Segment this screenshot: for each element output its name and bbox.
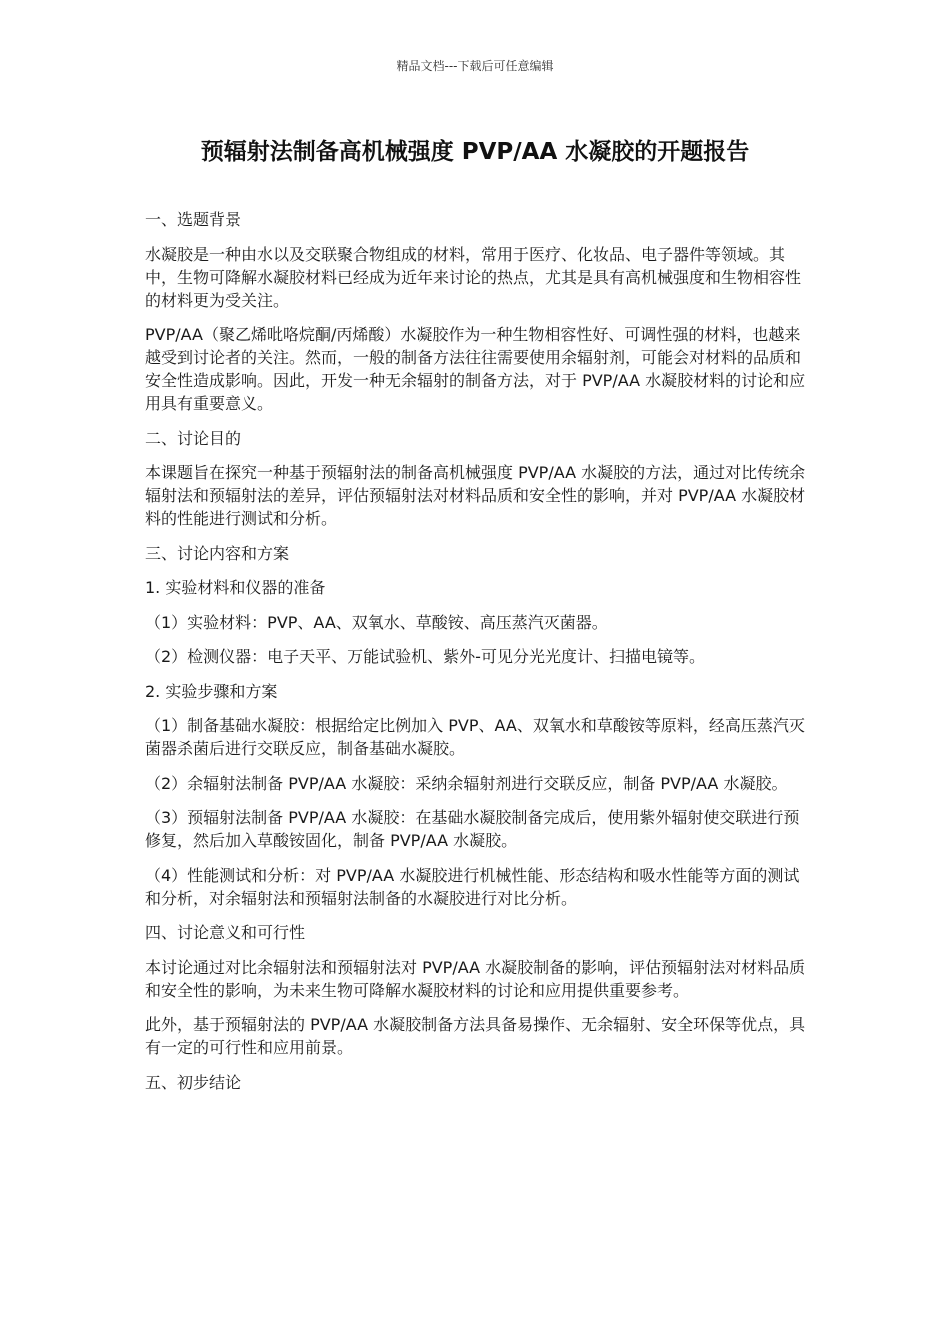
body-paragraph: PVP/AA（聚乙烯吡咯烷酮/丙烯酸）水凝胶作为一种生物相容性好、可调性强的材料，也越来越受到讨论者的关注。然而，一般的制备方法往往需要使用余辐射剂，可能会对材料的品质和安全性造成影响。因此，开发一种无余辐射的制备方法，对于 PVP/AA 水凝胶材料的讨论和应用具有重要意义。 — [145, 325, 806, 413]
body-paragraph: 水凝胶是一种由水以及交联聚合物组成的材料，常用于医疗、化妆品、电子器件等领域。其中，生物可降解水凝胶材料已经成为近年来讨论的热点，尤其是具有高机械强度和生物相容性的材料更为受关注。 — [145, 244, 802, 310]
list-item: （1）实验材料：PVP、AA、双氧水、草酸铵、高压蒸汽灭菌器。 — [145, 612, 608, 632]
list-item: （2）检测仪器：电子天平、万能试验机、紫外-可见分光光度计、扫描电镜等。 — [145, 647, 705, 666]
body-paragraph: 本讨论通过对比余辐射法和预辐射法对 PVP/AA 水凝胶制备的影响，评估预辐射法对材料品质和安全性的影响，为未来生物可降解水凝胶材料的讨论和应用提供重要参考。 — [145, 957, 806, 1000]
section-heading-background: 一、选题背景 — [145, 210, 242, 229]
document-body — [145, 208, 807, 1105]
body-paragraph: 此外，基于预辐射法的 PVP/AA 水凝胶制备方法具备易操作、无余辐射、安全环保等优点，具有一定的可行性和应用前景。 — [145, 1015, 806, 1057]
list-item: （1）制备基础水凝胶：根据给定比例加入 PVP、AA、双氧水和草酸铵等原料，经高压蒸汽灭菌器杀菌后进行交联反应，制备基础水凝胶。 — [145, 716, 805, 758]
subsection-heading: 2. 实验步骤和方案 — [145, 681, 278, 701]
section-heading-significance: 四、讨论意义和可行性 — [145, 923, 306, 942]
list-item: （2）余辐射法制备 PVP/AA 水凝胶：采纳余辐射剂进行交联反应，制备 PVP/AA 水凝胶。 — [145, 773, 788, 793]
list-item: （3）预辐射法制备 PVP/AA 水凝胶：在基础水凝胶制备完成后，使用紫外辐射使交联进行预修复，然后加入草酸铵固化，制备 PVP/AA 水凝胶。 — [145, 808, 800, 850]
section-heading-conclusion: 五、初步结论 — [145, 1072, 242, 1092]
section-heading-purpose: 二、讨论目的 — [145, 428, 242, 448]
document-title: 预辐射法制备高机械强度 PVP/AA 水凝胶的开题报告 — [200, 139, 750, 165]
subsection-heading: 1. 实验材料和仪器的准备 — [145, 578, 326, 597]
list-item: （4）性能测试和分析：对 PVP/AA 水凝胶进行机械性能、形态结构和吸水性能等方面的测试和分析，对余辐射法和预辐射法制备的水凝胶进行对比分析。 — [145, 865, 800, 908]
header-note: 精品文档---下载后可任意编辑 — [396, 59, 554, 73]
section-heading-content: 三、讨论内容和方案 — [145, 543, 290, 563]
body-paragraph: 本课题旨在探究一种基于预辐射法的制备高机械强度 PVP/AA 水凝胶的方法，通过对比传统余辐射法和预辐射法的差异，评估预辐射法对材料品质和安全性的影响，并对 PVP/AA 水凝胶材料的性能进行测试和分析。 — [145, 463, 806, 528]
